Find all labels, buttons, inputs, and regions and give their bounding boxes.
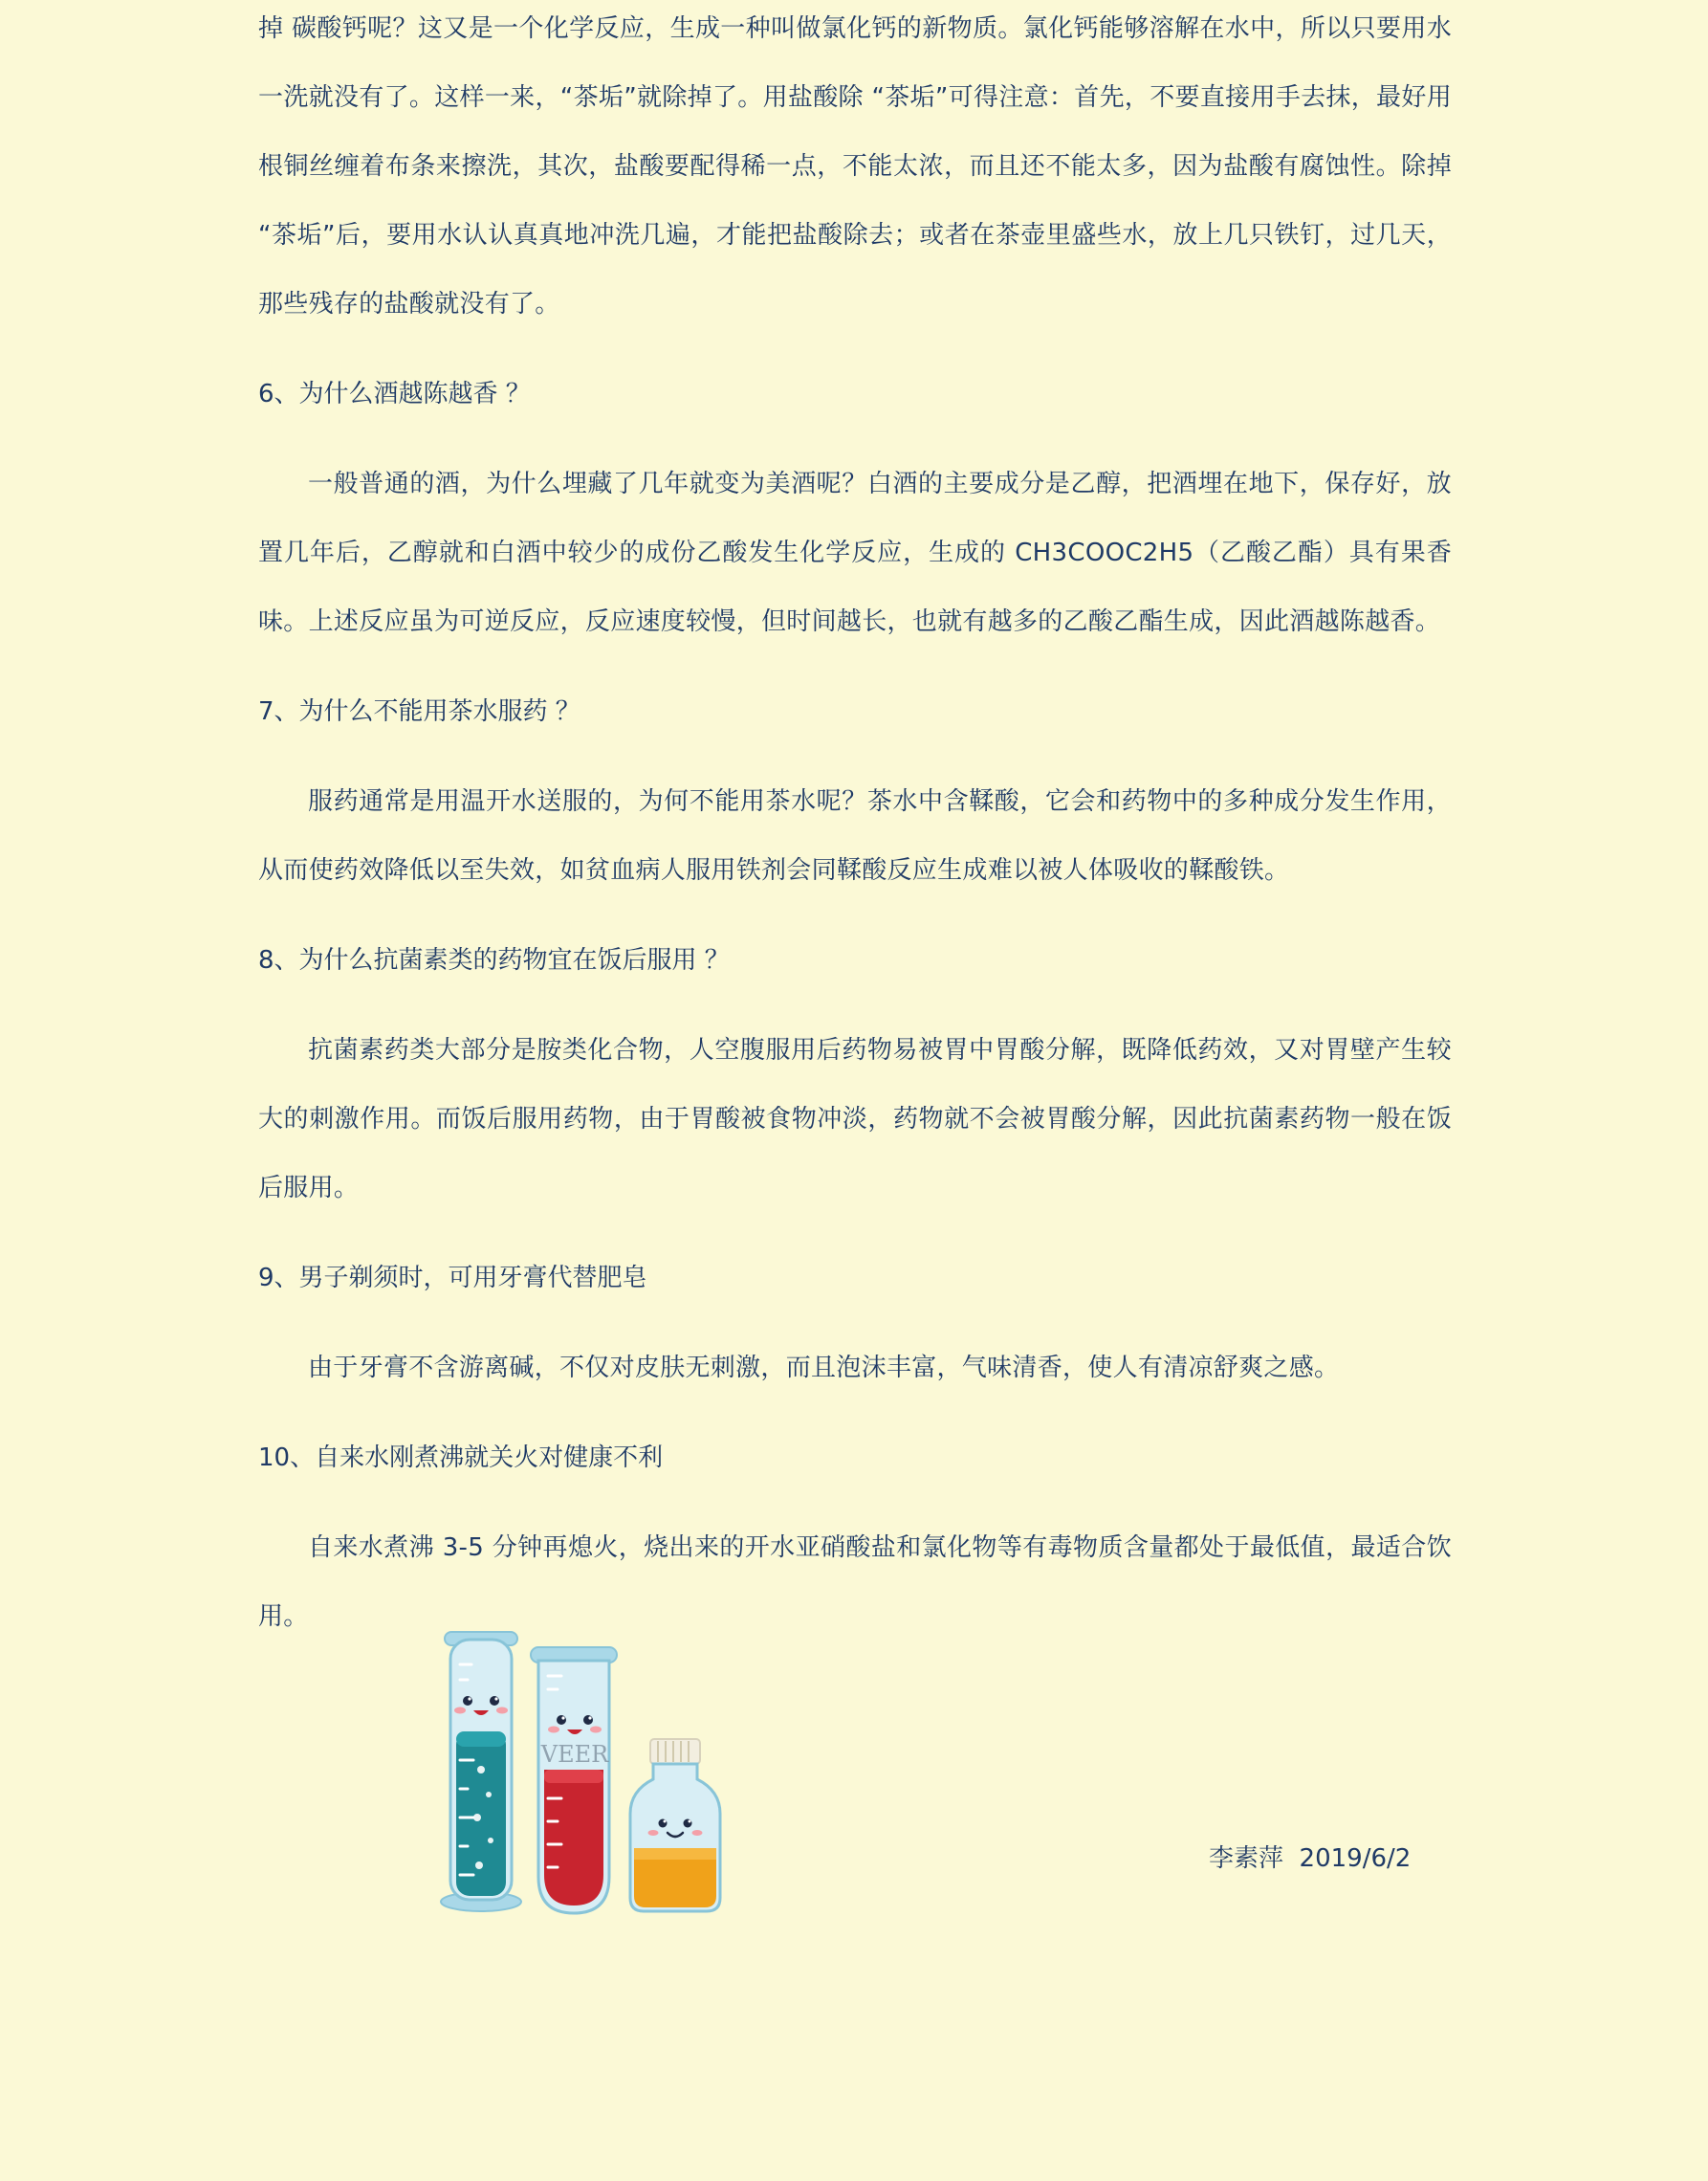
document-body: [258, 0, 1452, 1651]
author-signature: 李素萍 2019/6/2: [1209, 1844, 1412, 1873]
section-body-10: 自来水煮沸 3-5 分钟再熄火，烧出来的开水亚硝酸盐和氯化物等有毒物质含量都处于最低值，最适合饮用。: [258, 1533, 1452, 1631]
section-body-8: 抗菌素药类大部分是胺类化合物，人空腹服用后药物易被胃中胃酸分解，既降低药效，又对胃壁产生较大的刺激作用。而饭后服用药物，由于胃酸被食物冲淡，药物就不会被胃酸分解，因此抗菌素药物一般在饭后服用。: [258, 1036, 1452, 1202]
section-heading-7: 7、为什么不能用茶水服药 ？: [258, 697, 580, 726]
lab-glassware-svg: [435, 1626, 722, 1923]
test-tube-icon: [531, 1647, 617, 1913]
medicine-bottle-icon: [630, 1739, 720, 1911]
lab-glassware-illustration: [435, 1626, 722, 1923]
section-body-7: 服药通常是用温开水送服的，为何不能用茶水呢？茶水中含鞣酸，它会和药物中的多种成分发生作用，从而使药效降低以至失效，如贫血病人服用铁剂会同鞣酸反应生成难以被人体吸收的鞣酸铁。: [258, 787, 1452, 885]
section-heading-10: 10、自来水刚煮沸就关火对健康不利: [258, 1443, 664, 1472]
paragraph-tea-scale-removal: 掉 碳酸钙呢？这又是一个化学反应，生成一种叫做氯化钙的新物质。氯化钙能够溶解在水中，所以只要用水一洗就没有了。这样一来，“茶垢”就除掉了。用盐酸除 “茶垢”可得注意：首先，不要直接用手去抹，最好用根铜丝缠着布条来擦洗，其次，盐酸要配得稀一点，不能太浓，而且还不能太多，因为盐酸有腐蚀性。除掉 “茶垢”后，要用水认认真真地冲洗几遍，才能把盐酸除去；或者在茶壶里盛些水，放上几只铁钉，过几天，那些残存的盐酸就没有了。: [258, 14, 1452, 319]
section-heading-6: 6、为什么酒越陈越香 ？: [258, 380, 531, 408]
graduated-cylinder-icon: [441, 1632, 521, 1911]
section-body-9: 由于牙膏不含游离碱，不仅对皮肤无刺激，而且泡沫丰富，气味清香，使人有清凉舒爽之感。: [308, 1354, 1340, 1382]
watermark-text: VEER: [540, 1741, 609, 1768]
section-body-6: 一般普通的酒，为什么埋藏了几年就变为美酒呢？白酒的主要成分是乙醇，把酒埋在地下，保存好，放置几年后，乙醇就和白酒中较少的成份乙酸发生化学反应，生成的 CH3COOC2H5（乙酸乙酯）具有果香味。上述反应虽为可逆反应，反应速度较慢，但时间越长，也就有越多的乙酸乙酯生成，因此酒越陈越香。: [258, 470, 1452, 636]
section-heading-8: 8、为什么抗菌素类的药物宜在饭后服用 ？: [258, 946, 730, 975]
section-heading-9: 9、男子剃须时，可用牙膏代替肥皂: [258, 1264, 647, 1292]
